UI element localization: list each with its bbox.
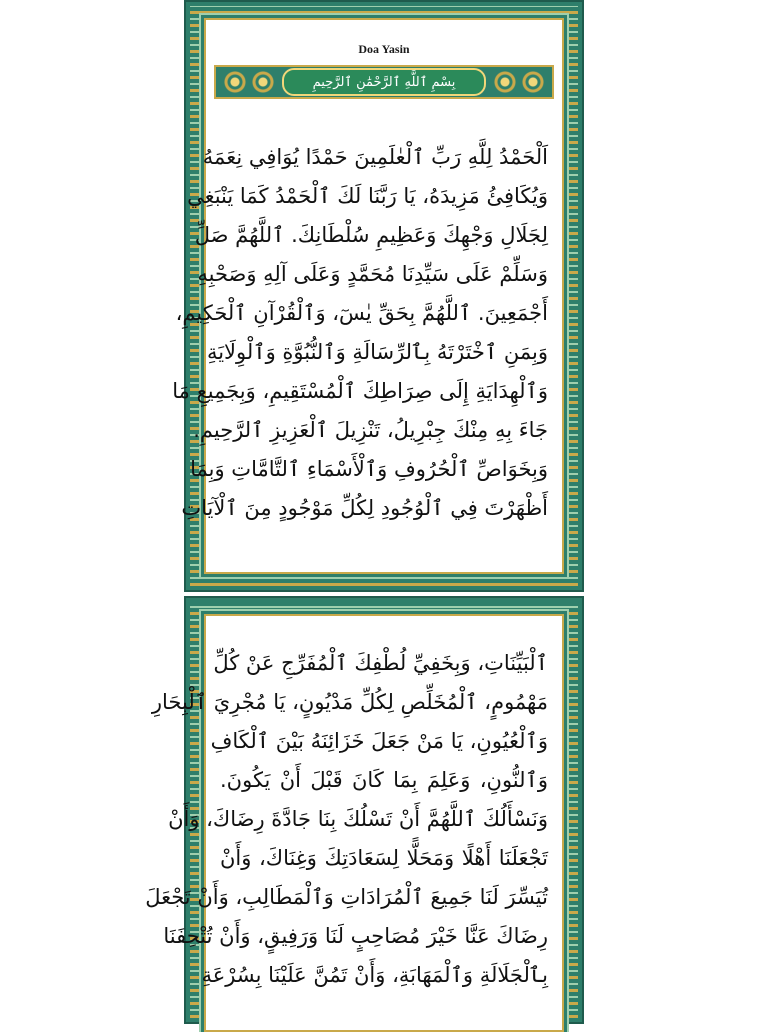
prayer-line: وَٱلْعُيُونِ، يَا مَنْ جَعَلَ خَزَائِنَهُ بَيْنَ ٱلْكَافِ [210, 729, 548, 753]
prayer-line: وَٱلنُّونِ، وَعَلِمَ بِمَا كَانَ قَبْلَ أَنْ يَكُونَ. [220, 768, 548, 792]
ornament-knot-icon [520, 70, 546, 94]
basmala-banner [214, 65, 554, 99]
ornament-knot-icon [250, 70, 276, 94]
prayer-line: وَيُكَافِئُ مَزِيدَهُ، يَا رَبَّنَا لَكَ ٱلْحَمْدُ كَمَا يَنْبَغِي [187, 184, 548, 208]
prayer-line: وَنَسْأَلُكَ ٱللَّهُمَّ أَنْ تَسْلُكَ بِنَا جَادَّةَ رِضَاكَ، وَأَنْ [168, 807, 548, 831]
prayer-line: وَسَلِّمْ عَلَى سَيِّدِنَا مُحَمَّدٍ وَعَلَى آلِهِ وَصَحْبِهِ [197, 262, 548, 286]
prayer-line: جَاءَ بِهِ مِنْكَ جِبْرِيلُ، تَنْزِيلَ ٱلْعَزِيزِ ٱلرَّحِيمِ. [193, 418, 548, 442]
prayer-line: رِضَاكَ عَنَّا خَيْرَ مُصَاحِبٍ لَنَا وَرَفِيقٍ، وَأَنْ تُتْحِفَنَا [163, 924, 548, 948]
page-content-area [145, 614, 564, 1032]
prayer-line: وَبِخَوَاصِّ ٱلْحُرُوفِ وَٱلْأَسْمَاءِ ٱلتَّامَّاتِ وَبِمَا [190, 457, 548, 481]
ornament-knot-icon [492, 70, 518, 94]
ornament-knot-icon [222, 70, 248, 94]
basmala-text: بِسْمِ ٱللَّهِ ٱلرَّحْمَٰنِ ٱلرَّحِيمِ [282, 68, 486, 96]
prayer-line: لِجَلَالِ وَجْهِكَ وَعَظِيمِ سُلْطَانِكَ. ٱللَّهُمَّ صَلِّ [194, 223, 548, 247]
prayer-line: ٱلْبَيِّنَاتِ، وَبِخَفِيِّ لُطْفِكَ ٱلْمُفَرِّجِ عَنْ كُلِّ [213, 651, 548, 675]
document-title: Doa Yasin [358, 42, 410, 56]
page-content-area [172, 18, 564, 574]
prayer-line: تُيَسِّرَ لَنَا جَمِيعَ ٱلْمُرَادَاتِ وَٱلْمَطَالِبِ، وَأَنْ تَجْعَلَ [145, 885, 548, 909]
prayer-line: أَظْهَرْتَ فِي ٱلْوُجُودِ لِكُلِّ مَوْجُودٍ مِنَ ٱلْآيَاتِ [181, 496, 548, 520]
prayer-text-block [145, 644, 548, 995]
prayer-line: وَبِمَنِ ٱخْتَرْتَهُ بِٱلرِّسَالَةِ وَٱلنُّبُوَّةِ وَٱلْوِلَايَةِ [206, 340, 548, 364]
document-page-1 [172, 0, 584, 592]
prayer-line: اَلْحَمْدُ لِلَّهِ رَبِّ ٱلْعٰلَمِينَ حَمْدًا يُوَافِي نِعَمَهُ [202, 145, 548, 169]
prayer-line: بِٱلْجَلَالَةِ وَٱلْمَهَابَةِ، وَأَنْ تَمُنَّ عَلَيْنَا بِسُرْعَةِ [201, 963, 548, 987]
prayer-line: تَجْعَلَنَا أَهْلًا وَمَحَلًّا لِسَعَادَتِكَ وَغِنَاكَ، وَأَنْ [220, 846, 548, 870]
prayer-text-block [172, 138, 548, 528]
prayer-line: وَٱلْهِدَايَةِ إِلَى صِرَاطِكَ ٱلْمُسْتَقِيمِ، وَبِجَمِيعِ مَا [172, 379, 548, 403]
document-page-2 [145, 596, 584, 1024]
prayer-line: مَهْمُومٍ، ٱلْمُخَلِّصِ لِكُلِّ مَدْيُونٍ، يَا مُجْرِيَ ٱلْبِحَارِ [151, 690, 548, 714]
prayer-line: أَجْمَعِينَ. ٱللَّهُمَّ بِحَقِّ يٰسٓ، وَٱلْقُرْآنِ ٱلْحَكِيمِ، [175, 301, 548, 325]
